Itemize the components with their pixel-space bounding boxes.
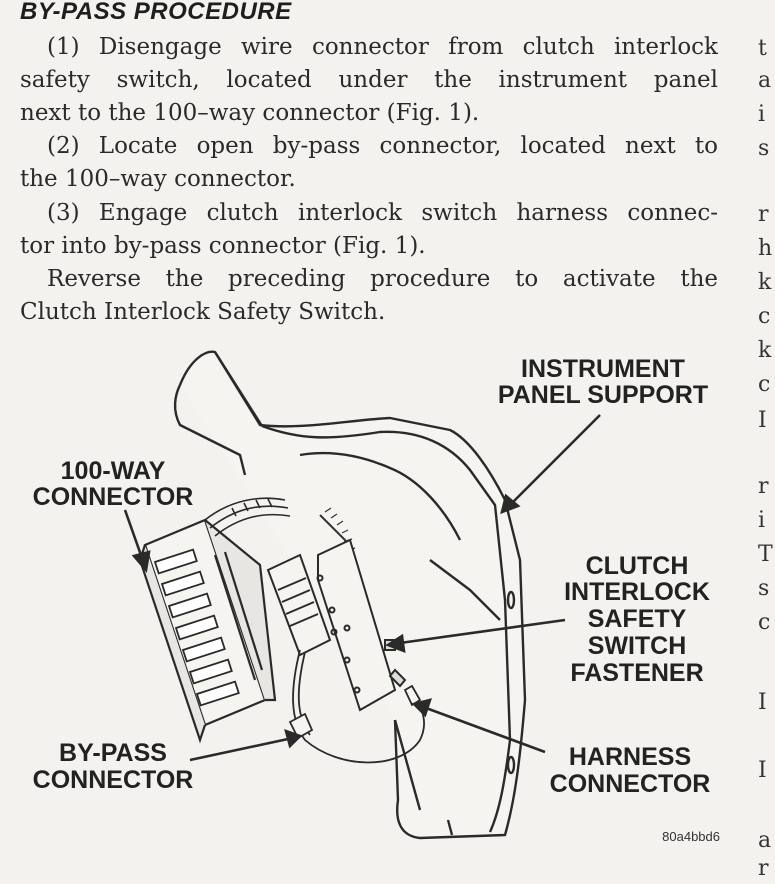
label-instrument-line-2: PANEL SUPPORT xyxy=(497,381,709,409)
section-heading: BY-PASS PROCEDURE xyxy=(20,0,292,25)
step-2-line-2: the 100–way connector. xyxy=(20,166,296,192)
label-instrument-line-1: INSTRUMENT xyxy=(521,355,685,383)
edge-char: t xyxy=(758,36,767,61)
label-harness-line-1: HARNESS xyxy=(568,743,692,771)
edge-char: I xyxy=(758,758,767,783)
edge-char: c xyxy=(758,304,771,329)
edge-char: T xyxy=(758,542,773,567)
label-harness-line-2: CONNECTOR xyxy=(549,770,711,798)
label-100way-line-1: 100-WAY xyxy=(60,457,166,485)
step-2-line-1: (2) Locate open by-pass connector, located next to xyxy=(47,133,718,159)
edge-char: r xyxy=(758,202,769,227)
step-3-line-1: (3) Engage clutch interlock switch harness connec- xyxy=(47,200,718,226)
edge-char: h xyxy=(758,236,773,261)
edge-char: I xyxy=(758,408,767,433)
step-1-line-1: (1) Disengage wire connector from clutch interlock xyxy=(47,34,718,60)
step-1-paragraph xyxy=(20,31,718,130)
edge-char: i xyxy=(758,102,766,127)
label-clutch-line-3: SAFETY xyxy=(587,605,687,633)
edge-char: i xyxy=(758,508,766,533)
figure-1-illustration xyxy=(0,340,775,884)
edge-char: s xyxy=(758,136,770,161)
edge-char: r xyxy=(758,856,769,881)
edge-char: r xyxy=(758,474,769,499)
reverse-line-1: Reverse the preceding procedure to activate the xyxy=(47,266,718,292)
edge-char: k xyxy=(758,270,772,295)
100-way-connector-drawing xyxy=(140,520,275,740)
edge-char: c xyxy=(758,610,771,635)
label-clutch-line-1: CLUTCH xyxy=(585,552,689,580)
edge-char: I xyxy=(758,690,767,715)
label-clutch-line-5: FASTENER xyxy=(570,659,704,687)
edge-char: a xyxy=(758,68,772,93)
reverse-paragraph xyxy=(20,263,718,329)
edge-char: c xyxy=(758,372,771,397)
step-3-paragraph xyxy=(20,197,718,263)
step-1-line-2: safety switch, located under the instrument panel xyxy=(20,67,718,93)
step-2-paragraph xyxy=(20,130,718,196)
figure-id: 80a4bbd6 xyxy=(662,829,720,844)
reverse-line-2: Clutch Interlock Safety Switch. xyxy=(20,299,386,325)
edge-char: k xyxy=(758,338,772,363)
step-3-line-2: tor into by-pass connector (Fig. 1). xyxy=(20,233,426,259)
edge-char: s xyxy=(758,576,770,601)
label-bypass-line-1: BY-PASS xyxy=(59,739,167,767)
label-clutch-line-2: INTERLOCK xyxy=(564,578,710,606)
edge-char: a xyxy=(758,828,772,853)
label-bypass-line-2: CONNECTOR xyxy=(32,766,194,794)
label-100way-line-2: CONNECTOR xyxy=(32,483,194,511)
step-1-line-3: next to the 100–way connector (Fig. 1). xyxy=(20,100,480,126)
label-clutch-line-4: SWITCH xyxy=(587,632,687,660)
